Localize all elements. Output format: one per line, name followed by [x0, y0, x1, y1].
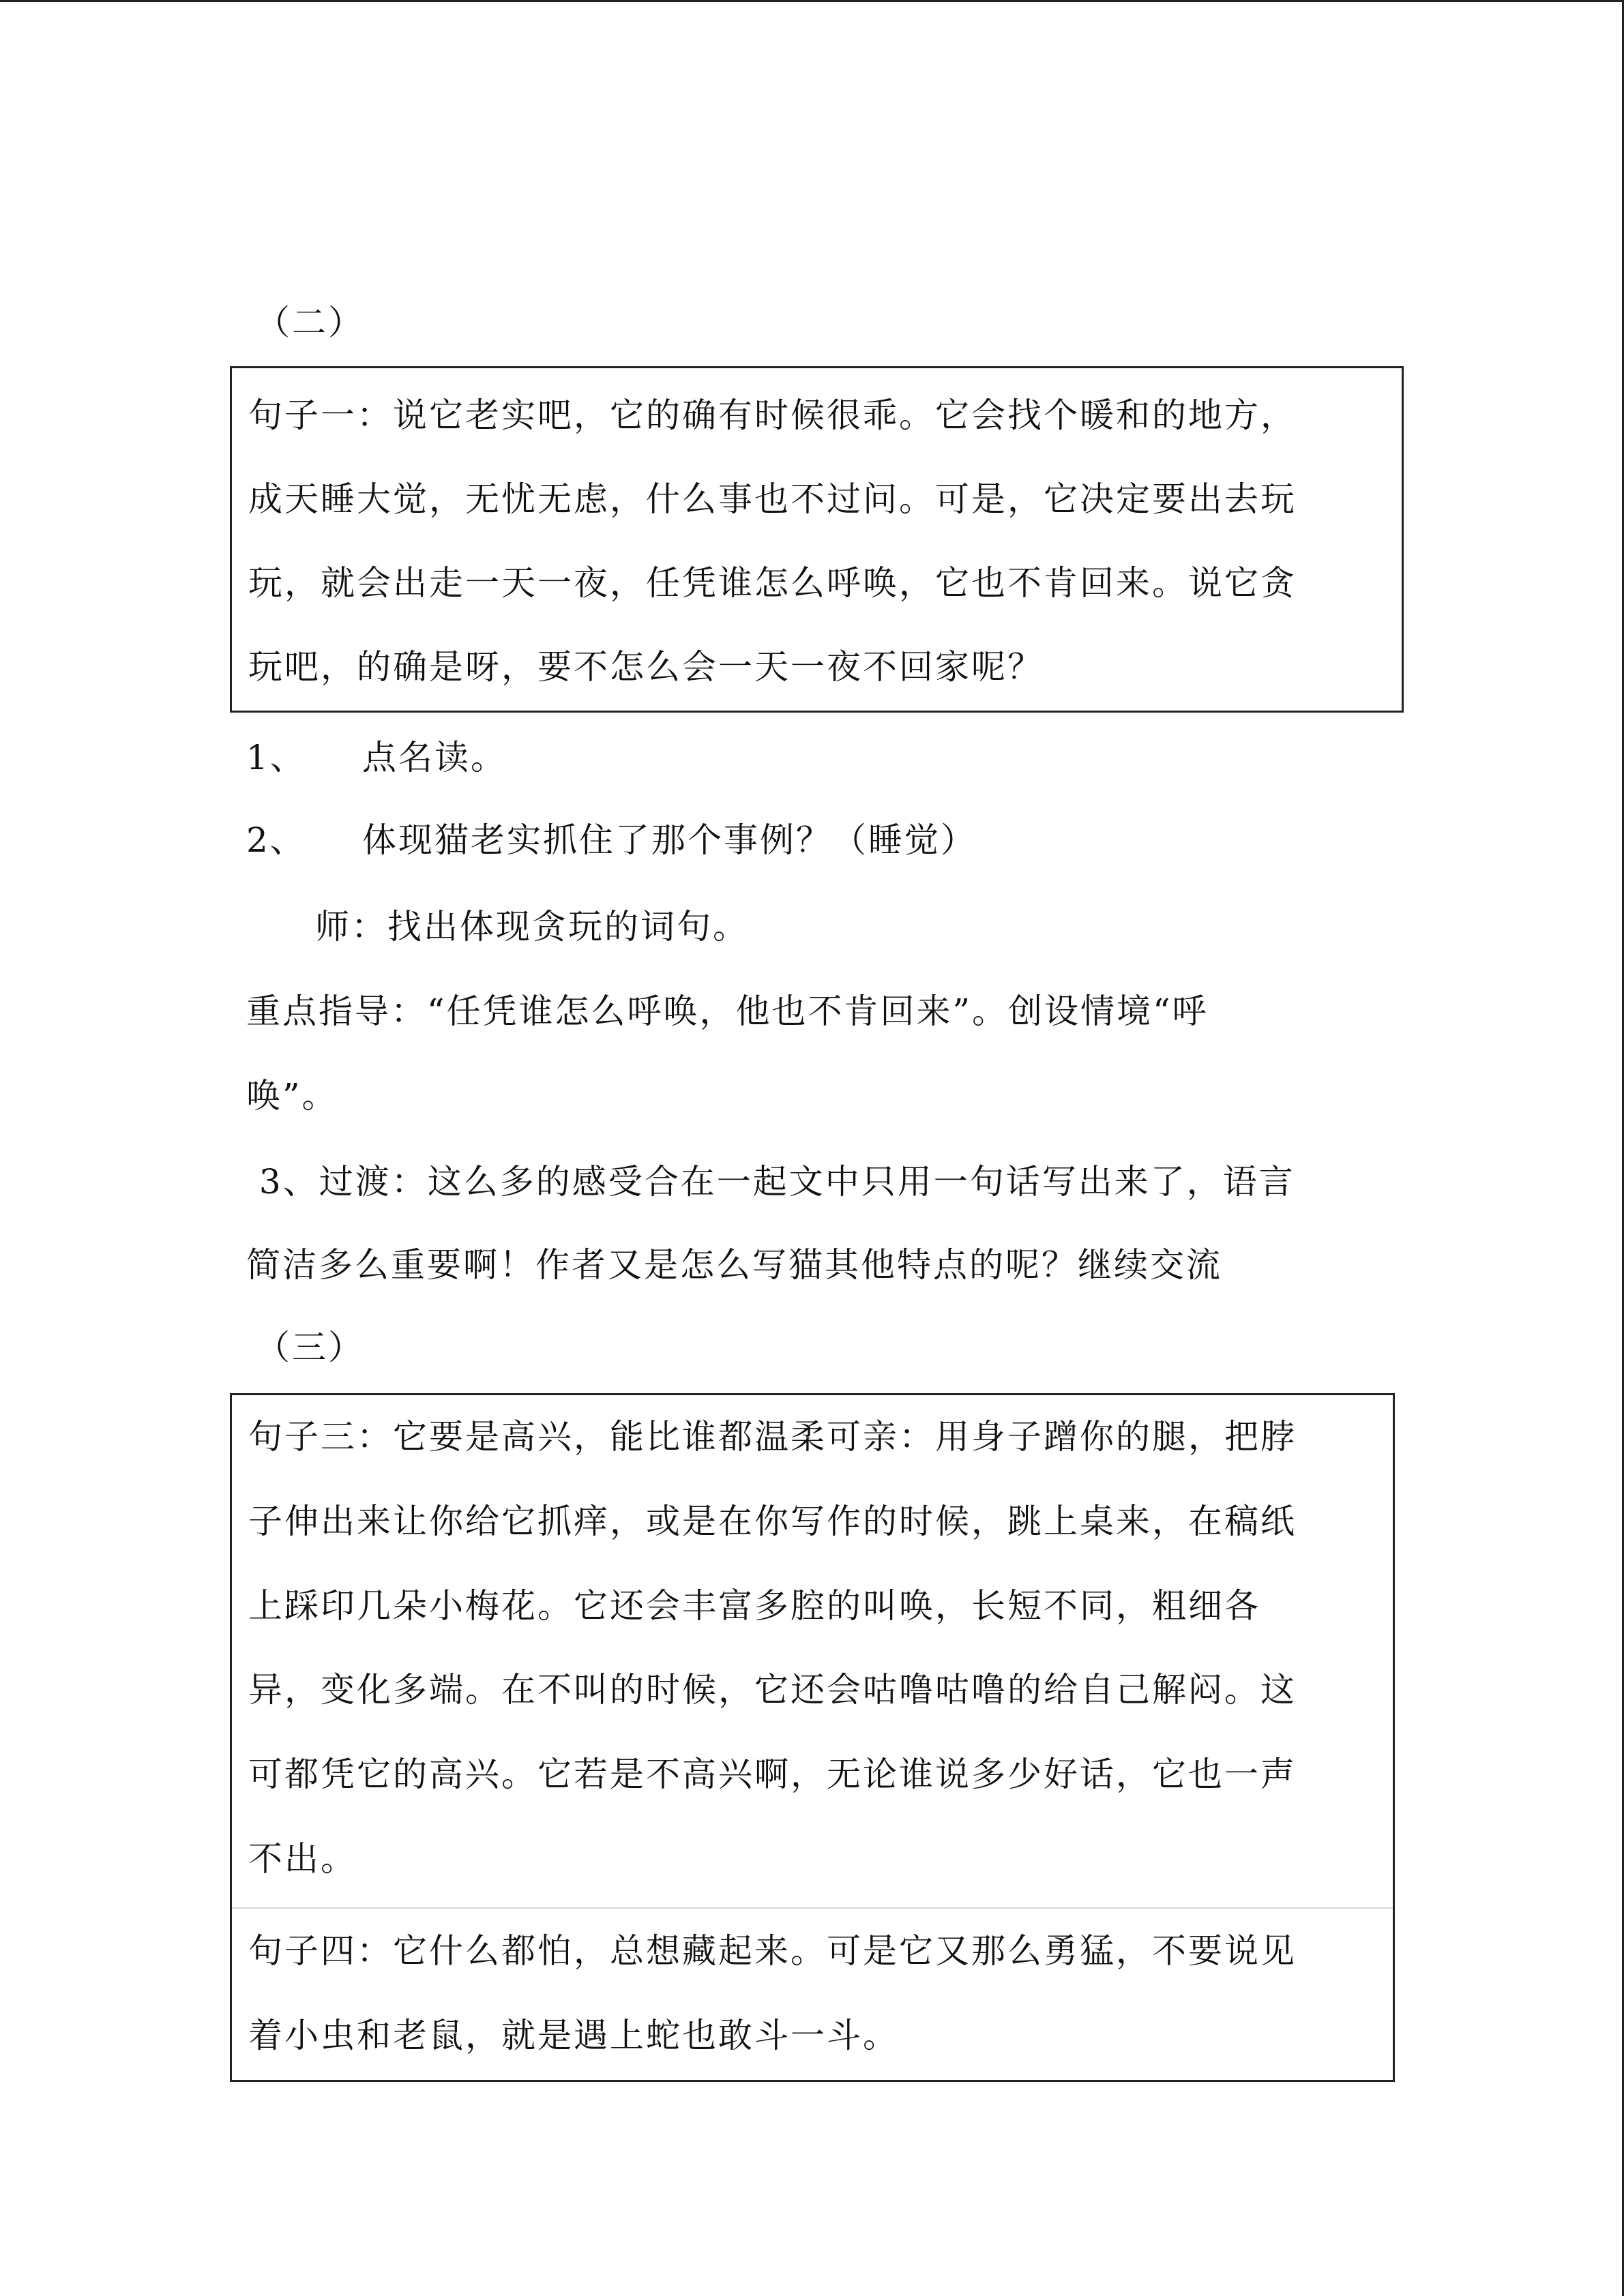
sentence-divider — [232, 1907, 1393, 1909]
sentence-three-four-box — [230, 1393, 1395, 2082]
section-two-heading: （二） — [256, 303, 364, 342]
step-number: 1、 — [246, 738, 306, 777]
section-three-heading: （三） — [256, 1328, 364, 1367]
transition-line: 简洁多么重要啊！作者又是怎么写猫其他特点的呢？继续交流 — [246, 1245, 1222, 1285]
step-item — [246, 818, 977, 862]
sentence-four-line: 句子四：它什么都怕，总想藏起来。可是它又那么勇猛，不要说见 — [248, 1931, 1297, 1971]
sentence-three-line: 可都凭它的高兴。它若是不高兴啊，无论谁说多少好话，它也一声 — [248, 1755, 1297, 1794]
focus-guidance-line: 唤”。 — [246, 1076, 338, 1116]
sentence-one-line: 成天睡大觉，无忧无虑，什么事也不过问。可是，它决定要出去玩 — [248, 479, 1297, 519]
sentence-one-line: 玩吧，的确是呀，要不怎么会一天一夜不回家呢？ — [248, 647, 1044, 687]
teacher-instruction: 师：找出体现贪玩的词句。 — [315, 907, 749, 946]
sentence-one-line: 玩，就会出走一天一夜，任凭谁怎么呼唤，它也不肯回来。说它贪 — [248, 563, 1297, 603]
sentence-three-line: 不出。 — [248, 1839, 357, 1879]
sentence-three-line: 上踩印几朵小梅花。它还会丰富多腔的叫唤，长短不同，粗细各 — [248, 1586, 1260, 1626]
step-item — [246, 736, 507, 779]
sentence-three-line: 句子三：它要是高兴，能比谁都温柔可亲：用身子蹭你的腿，把脖 — [248, 1417, 1297, 1457]
step-number: 2、 — [246, 820, 306, 860]
sentence-one-box — [230, 366, 1404, 713]
sentence-one-line: 句子一：说它老实吧，它的确有时候很乖。它会找个暖和的地方， — [248, 396, 1297, 435]
step-text: 体现猫老实抓住了那个事例？（睡觉） — [362, 820, 977, 860]
sentence-four-line: 着小虫和老鼠，就是遇上蛇也敢斗一斗。 — [248, 2016, 899, 2055]
focus-guidance-line: 重点指导：“任凭谁怎么呼唤，他也不肯回来”。创设情境“呼 — [246, 992, 1209, 1031]
transition-line: 3、过渡：这么多的感受合在一起文中只用一句话写出来了，语言 — [246, 1162, 1295, 1202]
sentence-three-line: 子伸出来让你给它抓痒，或是在你写作的时候，跳上桌来，在稿纸 — [248, 1502, 1297, 1541]
page-top-border — [0, 0, 1624, 2]
sentence-three-line: 异，变化多端。在不叫的时候，它还会咕噜咕噜的给自己解闷。这 — [248, 1670, 1297, 1710]
step-text: 点名读。 — [362, 738, 507, 777]
